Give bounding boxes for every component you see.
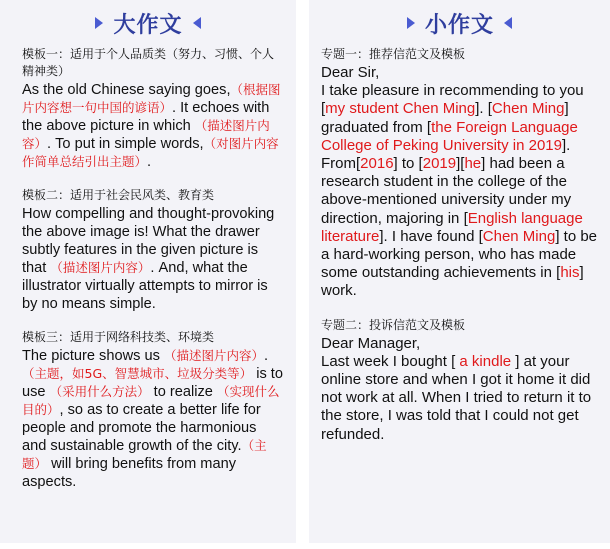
body-text: ]. [	[475, 100, 492, 118]
section-body	[321, 335, 602, 444]
right-column	[309, 0, 610, 543]
placeholder-text: English language literature	[321, 209, 583, 245]
body-text: ] graduated from [	[321, 100, 569, 136]
body-text: I take pleasure in recommending to you [	[321, 82, 584, 118]
arrow-right-icon	[407, 17, 415, 29]
body-text: , so as to create a better life for people and promote the harmonious and sustainable growth of the city.	[22, 402, 261, 454]
section-title: 模板一：适用于个人品质类（努力、习惯、个人精神类）	[22, 47, 275, 78]
placeholder-text: he	[464, 155, 482, 173]
placeholder-text: （主题）	[22, 438, 267, 471]
right-column-content	[309, 46, 610, 444]
arrow-left-icon	[504, 17, 512, 29]
left-section-2	[22, 187, 284, 313]
section-body	[22, 81, 284, 171]
left-column-header	[0, 0, 296, 46]
placeholder-text: （描述图片内容）	[50, 260, 151, 275]
body-text: ] work.	[321, 264, 584, 300]
placeholder-text: a kindle	[459, 352, 512, 370]
left-column-title: 大作文	[113, 12, 183, 38]
left-section-1	[22, 46, 284, 171]
placeholder-text: （描述图片内容）	[22, 118, 270, 151]
placeholder-text: （采用什么方法）	[49, 384, 150, 399]
right-column-header	[309, 0, 610, 46]
section-title: 模板三：适用于网络科技类、环境类	[22, 330, 215, 344]
body-text: to realize	[149, 384, 217, 400]
placeholder-text: （根据图片内容想一句中国的谚语）	[22, 82, 281, 115]
body-text: ] to be a hard-working person, who has made some outstanding achievements in [	[321, 227, 598, 282]
body-text: ][	[456, 155, 465, 173]
body-text: Last week I bought [	[321, 352, 460, 370]
placeholder-text: my student Chen Ming	[325, 100, 476, 118]
body-text: .	[147, 154, 152, 170]
placeholder-text: the Foreign Language College of Peking University in 2019	[321, 118, 578, 154]
section-title: 专题二：投诉信范文及模板	[321, 317, 466, 332]
right-section-2	[321, 317, 602, 444]
placeholder-text: （主题，如5G、智慧城市、垃圾分类等）	[22, 366, 253, 381]
body-text: .	[263, 348, 269, 364]
placeholder-text: （实现什么目的）	[22, 384, 280, 417]
left-column	[0, 0, 296, 543]
placeholder-text: 2019	[422, 155, 457, 173]
placeholder-text: 2016	[360, 155, 394, 173]
body-text: ] had been a research student in the college of the above-mentioned university under my direction, majoring in [	[321, 155, 572, 227]
body-text: Dear Sir,	[321, 64, 380, 81]
section-body	[22, 205, 284, 313]
body-text: ] at your online store and when I got it home it did not work at all. When I tried to return it to the store, I was told that I could not get refunded.	[321, 352, 592, 443]
body-text: is to use	[22, 366, 283, 400]
body-text: As the old Chinese saying goes,	[22, 82, 231, 98]
body-text: ]. I have found [	[379, 227, 483, 245]
arrow-right-icon	[95, 17, 103, 29]
body-text: . To put in simple words,	[47, 136, 204, 152]
section-body	[321, 64, 602, 301]
body-text: ] to [	[393, 155, 423, 173]
placeholder-text: Chen Ming	[482, 227, 556, 245]
body-text: How compelling and thought-provoking the above image is! What the drawer subtly features in the given picture is that	[22, 206, 275, 276]
body-text: . And, what the illustrator virtually attempts to mirror is by no means simple.	[22, 260, 268, 312]
section-title: 专题一：推荐信范文及模板	[321, 47, 466, 61]
body-text: will bring benefits from many aspects.	[22, 456, 236, 490]
body-text: The picture shows us	[22, 348, 164, 364]
right-column-title: 小作文	[424, 12, 494, 38]
placeholder-text: （描述图片内容）	[163, 348, 264, 363]
body-text: ]. From[	[321, 136, 571, 173]
body-text: Dear Manager,	[321, 334, 421, 352]
left-section-3	[22, 329, 284, 491]
arrow-left-icon	[193, 17, 201, 29]
section-body	[22, 347, 284, 491]
placeholder-text: （对图片内容作简单总结引出主题）	[22, 136, 279, 169]
right-section-1	[321, 46, 602, 301]
left-column-content	[0, 46, 296, 491]
section-title: 模板二：适用于社会民风类、教育类	[22, 188, 215, 202]
placeholder-text: his	[560, 264, 580, 282]
body-text: . It echoes with the above picture in which	[22, 100, 270, 134]
placeholder-text: Chen Ming	[491, 100, 565, 118]
